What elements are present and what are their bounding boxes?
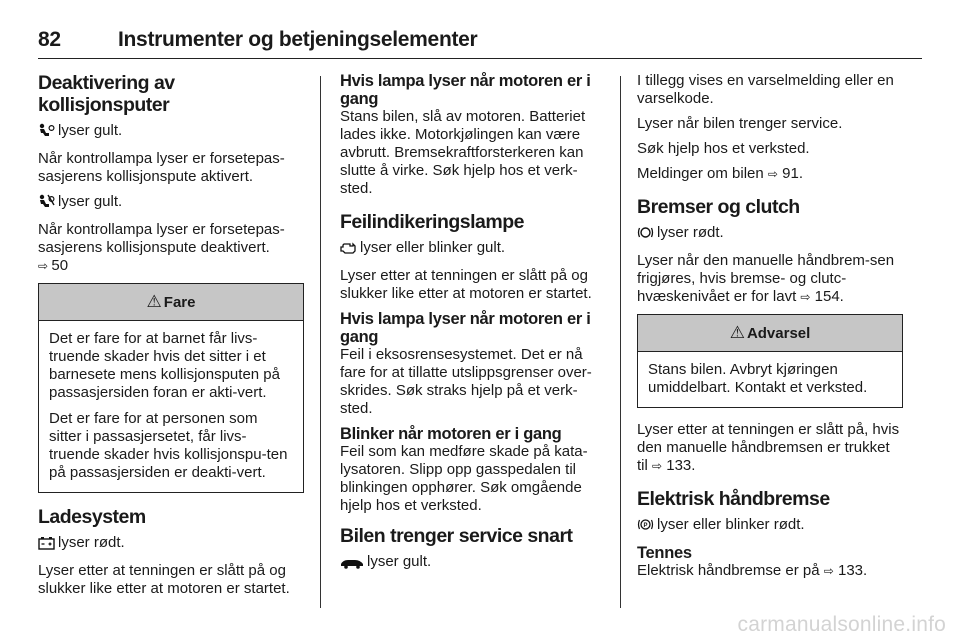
page-number: 82 <box>38 28 61 51</box>
charging-status: lyser rødt. <box>58 534 125 551</box>
svg-text:P: P <box>643 523 648 529</box>
brake-desc: Lyser når den manuelle håndbrem-sen frigjøres, hvis bremse- og clutc-hvæskenivået er for lavt <box>637 252 895 305</box>
subheading-lamp-running-2: Hvis lampa lyser når motoren er i gang <box>340 310 591 346</box>
warning-box-header <box>638 315 902 352</box>
airbag-on-desc: Når kontrollampa lyser er forsetepas-sasjerens kollisjonspute aktivert. <box>38 150 285 185</box>
watermark: carmanualsonline.info <box>737 613 946 636</box>
warning-box <box>637 314 903 408</box>
flashing-text: Feil som kan medføre skade på kata-lysatoren. Slipp opp gasspedalen til blinkingen opphører. Søk omgående hjelp hos et verksted. <box>340 443 588 514</box>
airbag-page-ref: 50 <box>51 257 69 274</box>
airbag-on-icon <box>38 123 55 143</box>
column-divider <box>320 76 321 608</box>
airbag-on-status: lyser gult. <box>58 122 123 139</box>
service-status: lyser gult. <box>367 553 432 570</box>
mil-status: lyser eller blinker gult. <box>360 239 506 256</box>
warning-text: Stans bilen. Avbryt kjøringen umiddelbart. Kontakt et verksted. <box>648 361 868 396</box>
danger-text-2: Det er fare for at personen som sitter i passasjersetet, får livs-truende skader hvis kollisjonspu-ten på passasjersiden er deakti-vert. <box>49 410 288 481</box>
warning-title: Advarsel <box>746 324 811 342</box>
column-divider <box>620 76 621 608</box>
warning-triangle-icon: ⚠ <box>146 292 162 311</box>
airbag-off-desc: Når kontrollampa lyser er forsetepas-sasjerens kollisjonspute deaktivert. <box>38 221 285 256</box>
brake-2-text: Lyser etter at tenningen er slått på, hvis den manuelle håndbremsen er trukket til <box>637 421 900 474</box>
danger-title: Fare <box>163 293 196 311</box>
heading-brakes-clutch: Bremser og clutch <box>637 196 800 218</box>
subheading-lamp-running-1: Hvis lampa lyser når motoren er i gang <box>340 72 591 108</box>
service-needed-text: Lyser når bilen trenger service. <box>637 115 843 132</box>
column-3 <box>637 72 903 587</box>
page-ref-icon: ⇨ <box>652 459 663 473</box>
heading-malfunction-lamp: Feilindikeringslampe <box>340 211 524 233</box>
danger-box-header <box>39 284 303 321</box>
page-ref-icon: ⇨ <box>38 259 52 273</box>
charging-desc: Lyser etter at tenningen er slått på og slukker like etter at motoren er startet. <box>38 562 290 597</box>
page-ref-icon: ⇨ <box>767 167 778 181</box>
airbag-off-status: lyser gult. <box>58 193 123 210</box>
battery-icon <box>38 536 55 555</box>
subheading-lit: Tennes <box>637 544 692 562</box>
vehicle-messages-text: Meldinger om bilen <box>637 165 764 182</box>
running-2-text: Feil i eksosrensesystemet. Det er nå fare for at tillatte utslippsgrenser over-skrides. Søk straks hjelp på et verk-sted. <box>340 346 592 417</box>
epb-on-ref: 133. <box>838 562 868 579</box>
subheading-flashing: Blinker når motoren er i gang <box>340 425 562 443</box>
vehicle-messages-ref: 91. <box>782 165 803 182</box>
running-1-text: Stans bilen, slå av motoren. Batteriet lades ikke. Motorkjølingen kan være avbrutt. Bremsekraftforsterkeren kan slutte å virke. Søk hjelp hos et verk-sted. <box>340 108 586 197</box>
brake-icon <box>637 225 654 245</box>
heading-electric-parking-brake: Elektrisk håndbremse <box>637 488 830 510</box>
epb-on-text: Elektrisk håndbremse er på <box>637 562 820 579</box>
wrench-car-icon <box>340 556 364 574</box>
airbag-off-icon <box>38 194 55 214</box>
brake-status: lyser rødt. <box>657 224 724 241</box>
page-ref-icon: ⇨ <box>823 564 834 578</box>
warning-triangle-icon: ⚠ <box>729 323 745 342</box>
column-1 <box>38 72 304 605</box>
seek-help-text: Søk hjelp hos et verksted. <box>637 140 810 157</box>
heading-airbag-deactivation: Deaktivering av kollisjonsputer <box>38 72 175 116</box>
brake-ref: 154. <box>814 288 844 305</box>
danger-text-1: Det er fare for at barnet får livs-truende skader hvis det sitter i et barnesete mens kollisjonsputen på passasjersiden foran er akti-vert. <box>49 330 280 401</box>
engine-icon <box>340 241 357 260</box>
page-header <box>38 14 922 59</box>
page-ref-icon: ⇨ <box>800 290 811 304</box>
mil-desc: Lyser etter at tenningen er slått på og slukker like etter at motoren er startet. <box>340 267 592 302</box>
warning-message-text: I tillegg vises en varselmelding eller en varselkode. <box>637 72 894 107</box>
danger-box <box>38 283 304 493</box>
heading-charging-system: Ladesystem <box>38 506 146 528</box>
epb-status: lyser eller blinker rødt. <box>657 516 805 533</box>
heading-service-soon: Bilen trenger service snart <box>340 525 573 547</box>
parking-brake-icon <box>637 517 654 537</box>
page-title: Instrumenter og betjeningselementer <box>118 28 478 51</box>
brake-2-ref: 133. <box>666 457 696 474</box>
column-2 <box>340 72 606 581</box>
